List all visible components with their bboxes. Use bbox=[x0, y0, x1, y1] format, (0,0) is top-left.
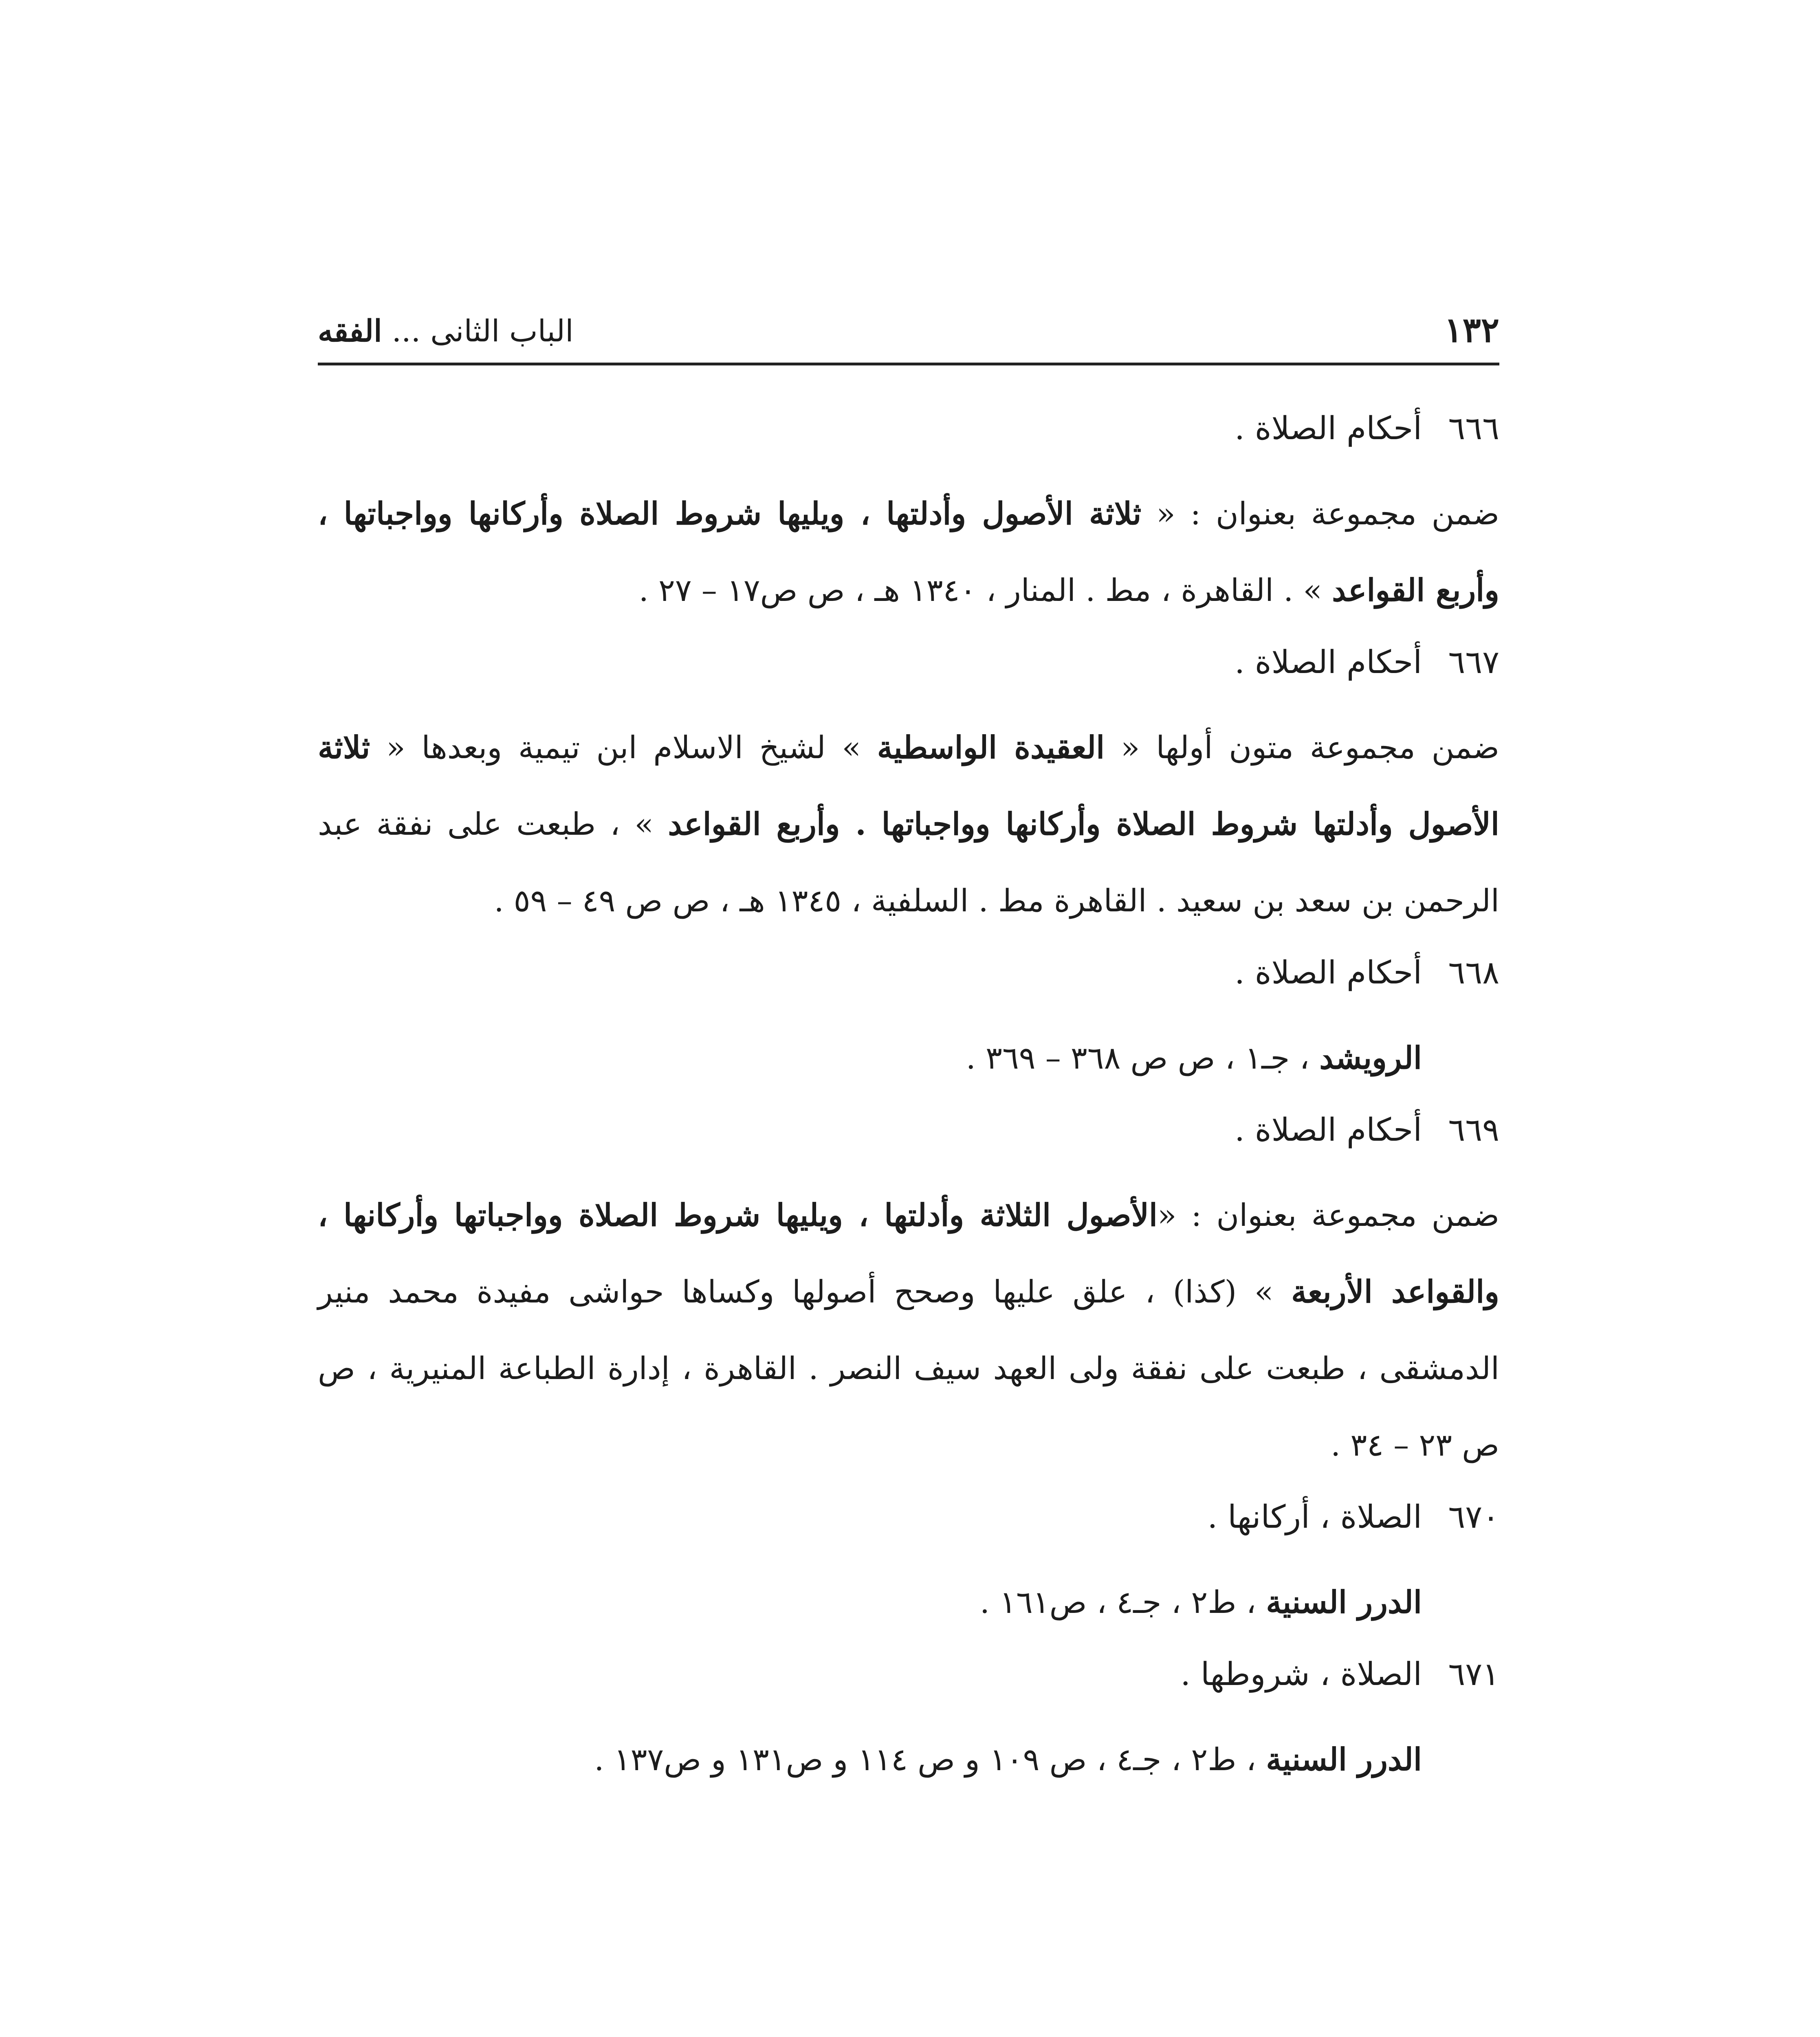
bibliography-entry bbox=[318, 1499, 1499, 1641]
entry-number: ٦٦٧ bbox=[1448, 644, 1499, 681]
entry-heading bbox=[318, 644, 1499, 709]
bibliography-entry bbox=[318, 410, 1499, 629]
bibliography-entry bbox=[318, 1656, 1499, 1798]
chapter-title-part1: الباب الثانى bbox=[430, 314, 574, 349]
document-page bbox=[318, 301, 1499, 2037]
entry-title: الصلاة ، أركانها . bbox=[1207, 1499, 1422, 1535]
entry-heading bbox=[318, 1112, 1499, 1177]
bibliography-entries bbox=[318, 410, 1499, 1798]
page-number: ١٣٢ bbox=[1444, 310, 1499, 350]
bibliography-entry bbox=[318, 644, 1499, 939]
entry-cited-title: الدرر السنية bbox=[1266, 1741, 1422, 1777]
chapter-title-separator: ... bbox=[392, 314, 421, 349]
entry-description bbox=[318, 475, 1499, 629]
bibliography-entry bbox=[318, 1112, 1499, 1483]
entry-text: » (كذا) ، علق عليها وصحح أصولها وكساها حواشى مفيدة محمد منير الدمشقى ، طبعت على نفقة ولى العهد سيف النصر . القاهرة ، إدارة الطباعة المنيرية ، ص ص ٢٣ – ٣٤ . bbox=[318, 1274, 1499, 1463]
entry-cited-title: العقيدة الواسطية bbox=[877, 729, 1105, 766]
entry-cited-title: الدرر السنية bbox=[1266, 1584, 1422, 1620]
chapter-title bbox=[318, 314, 574, 349]
entry-text: ، ط٢ ، جـ٤ ، ص ١٠٩ و ص ١١٤ و ص١٣١ و ص١٣٧ . bbox=[594, 1741, 1266, 1777]
entry-cited-title: ثلاثة الأصول وأدلتها ، ويليها شروط الصلاة وأركانها وواجباتها ، وأربع القواعد bbox=[318, 495, 1499, 608]
entry-number: ٦٧٠ bbox=[1448, 1499, 1499, 1535]
entry-description bbox=[318, 1564, 1422, 1641]
entry-heading bbox=[318, 1656, 1499, 1721]
entry-text: ضمن مجموعة بعنوان : « bbox=[1141, 495, 1499, 532]
chapter-title-part2: الفقه bbox=[318, 314, 382, 349]
entry-description bbox=[318, 1020, 1422, 1096]
entry-text: ضمن مجموعة متون أولها « bbox=[1105, 729, 1499, 766]
entry-description bbox=[318, 1177, 1499, 1483]
entry-title: أحكام الصلاة . bbox=[1235, 955, 1422, 991]
entry-number: ٦٦٩ bbox=[1448, 1112, 1499, 1148]
entry-title: أحكام الصلاة . bbox=[1235, 644, 1422, 681]
entry-heading bbox=[318, 1499, 1499, 1564]
entry-number: ٦٦٨ bbox=[1448, 955, 1499, 991]
entry-heading bbox=[318, 410, 1499, 475]
entry-number: ٦٧١ bbox=[1448, 1656, 1499, 1693]
entry-heading bbox=[318, 955, 1499, 1020]
entry-title: الصلاة ، شروطها . bbox=[1180, 1656, 1422, 1693]
entry-cited-title: الأصول الثلاثة وأدلتها ، ويليها شروط الصلاة وواجباتها وأركانها ، والقواعد الأربعة bbox=[318, 1197, 1499, 1310]
entry-description bbox=[318, 709, 1499, 939]
entry-text: » . القاهرة ، مط . المنار ، ١٣٤٠ هـ ، ص ص١٧ – ٢٧ . bbox=[638, 572, 1332, 608]
entry-title: أحكام الصلاة . bbox=[1235, 1112, 1422, 1148]
entry-text: » لشيخ الاسلام ابن تيمية وبعدها « bbox=[370, 729, 877, 766]
bibliography-entry bbox=[318, 955, 1499, 1096]
running-header bbox=[318, 301, 1499, 365]
entry-title: أحكام الصلاة . bbox=[1235, 410, 1422, 447]
entry-text: ، جـ١ ، ص ص ٣٦٨ – ٣٦٩ . bbox=[966, 1040, 1320, 1076]
entry-description bbox=[318, 1721, 1422, 1798]
entry-text: ، ط٢ ، جـ٤ ، ص١٦١ . bbox=[979, 1584, 1266, 1620]
entry-cited-title: ثلاثة الأصول وأدلتها شروط الصلاة وأركانها وواجباتها . وأربع القواعد bbox=[318, 729, 1499, 842]
entry-number: ٦٦٦ bbox=[1448, 410, 1499, 447]
entry-text: » ، طبعت على نفقة عبد الرحمن بن سعد بن سعيد . القاهرة مط . السلفية ، ١٣٤٥ هـ ، ص ص ٤٩ – ٥٩ . bbox=[318, 806, 1499, 919]
entry-cited-title: الرويشد bbox=[1319, 1040, 1422, 1076]
entry-text: ضمن مجموعة بعنوان : « bbox=[1158, 1197, 1499, 1233]
